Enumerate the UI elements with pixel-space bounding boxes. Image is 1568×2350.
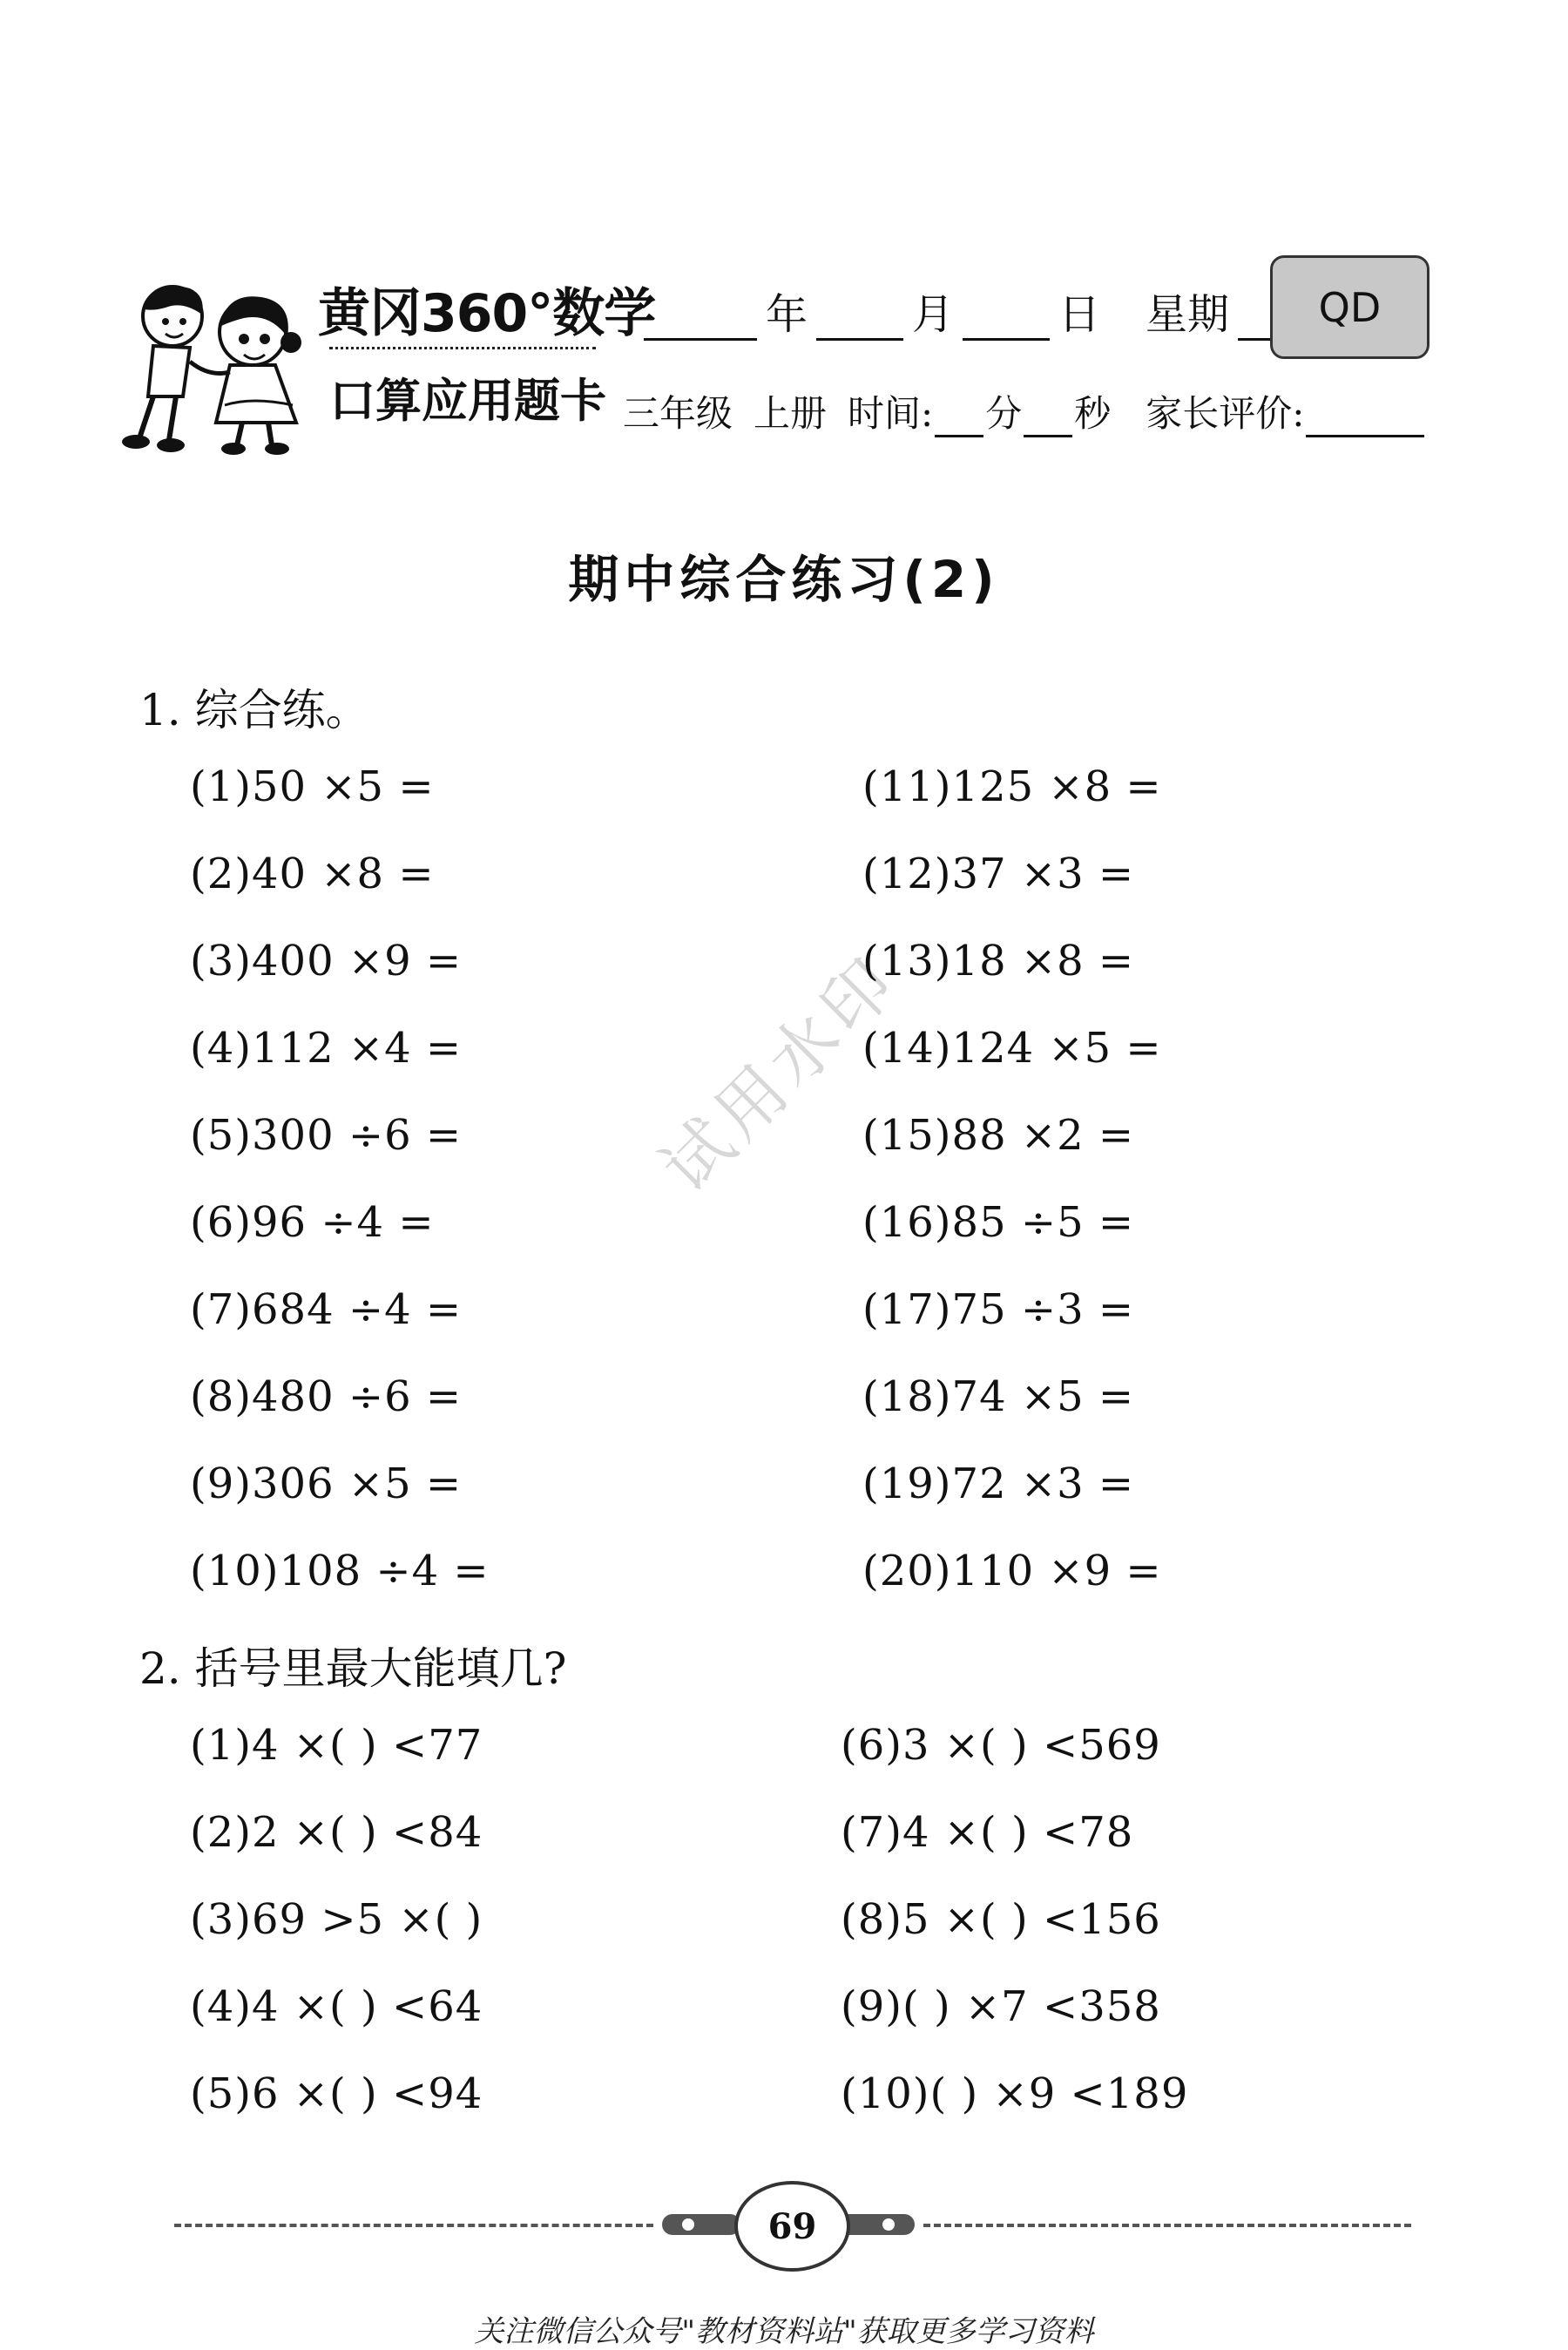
exercise-2-4: (4)4 ×( ) <64 — [190, 1982, 483, 2031]
exercise-1-15: (15)88 ×2 = — [862, 1111, 1135, 1160]
exercise-2-5: (5)6 ×( ) <94 — [190, 2069, 483, 2118]
exercise-1-19: (19)72 ×3 = — [862, 1459, 1135, 1508]
exercise-1-14: (14)124 ×5 = — [862, 1024, 1162, 1073]
minute-blank[interactable] — [935, 400, 983, 437]
weekday-label: 星期 — [1146, 290, 1230, 339]
parent-eval-blank[interactable] — [1306, 400, 1424, 437]
second-blank[interactable] — [1024, 400, 1072, 437]
minute-label: 分 — [985, 392, 1023, 435]
date-line — [640, 281, 1328, 341]
exercise-2-9: (9)( ) ×7 <358 — [841, 1982, 1161, 2031]
exercise-1-1: (1)50 ×5 = — [190, 762, 435, 811]
watermark: 试用水印 — [646, 940, 915, 1209]
bottom-promo-text: 关注微信公众号"教材资料站"获取更多学习资料 — [474, 2314, 1094, 2349]
brand-title: 黄冈360°数学 — [318, 283, 656, 344]
exercise-1-13: (13)18 ×8 = — [862, 937, 1135, 985]
meta-line — [623, 385, 1426, 437]
section1-heading: 1. 综合练。 — [139, 685, 369, 735]
exercise-1-7: (7)684 ÷4 = — [190, 1285, 463, 1334]
exercise-1-4: (4)112 ×4 = — [190, 1024, 463, 1073]
footer-divider-right — [923, 2224, 1411, 2227]
footer-ornament-left — [662, 2214, 740, 2235]
exercise-2-2: (2)2 ×( ) <84 — [190, 1808, 483, 1857]
volume-label: 上册 — [754, 392, 828, 435]
exercise-2-8: (8)5 ×( ) <156 — [841, 1895, 1161, 1944]
exercise-1-5: (5)300 ÷6 = — [190, 1111, 463, 1160]
exercise-1-3: (3)400 ×9 = — [190, 937, 463, 985]
second-label: 秒 — [1074, 392, 1112, 435]
exercise-1-9: (9)306 ×5 = — [190, 1459, 463, 1508]
page-title: 期中综合练习(2) — [568, 550, 1000, 609]
brand-divider — [329, 347, 596, 349]
day-label: 日 — [1058, 290, 1101, 339]
exercise-1-10: (10)108 ÷4 = — [190, 1547, 490, 1595]
year-blank[interactable] — [644, 300, 757, 341]
parent-eval-label: 家长评价: — [1146, 392, 1305, 435]
exercise-2-3: (3)69 >5 ×( ) — [190, 1895, 483, 1944]
children-mascot-illustration — [122, 274, 340, 457]
month-label: 月 — [912, 290, 955, 339]
edition-badge: QD — [1270, 255, 1429, 359]
exercise-2-10: (10)( ) ×9 <189 — [841, 2069, 1189, 2118]
exercise-1-17: (17)75 ÷3 = — [862, 1285, 1135, 1334]
day-blank[interactable] — [963, 300, 1050, 341]
exercise-1-16: (16)85 ÷5 = — [862, 1198, 1135, 1247]
exercise-1-12: (12)37 ×3 = — [862, 850, 1135, 898]
exercise-2-6: (6)3 ×( ) <569 — [841, 1721, 1161, 1770]
exercise-1-6: (6)96 ÷4 = — [190, 1198, 435, 1247]
month-blank[interactable] — [816, 300, 903, 341]
exercise-1-11: (11)125 ×8 = — [862, 762, 1162, 811]
section2-heading: 2. 括号里最大能填几? — [139, 1643, 567, 1694]
page-number: 69 — [734, 2181, 850, 2272]
brand-subtitle: 口算应用题卡 — [329, 375, 606, 428]
time-label: 时间: — [848, 392, 934, 435]
exercise-1-20: (20)110 ×9 = — [862, 1547, 1162, 1595]
exercise-1-8: (8)480 ÷6 = — [190, 1372, 463, 1421]
footer-dot-left — [682, 2218, 694, 2231]
exercise-1-2: (2)40 ×8 = — [190, 850, 435, 898]
year-label: 年 — [766, 290, 808, 339]
exercise-1-18: (18)74 ×5 = — [862, 1372, 1135, 1421]
exercise-2-1: (1)4 ×( ) <77 — [190, 1721, 483, 1770]
exercise-2-7: (7)4 ×( ) <78 — [841, 1808, 1134, 1857]
footer-divider-left — [174, 2224, 653, 2227]
footer-dot-right — [882, 2218, 895, 2231]
grade-label: 三年级 — [623, 392, 733, 435]
